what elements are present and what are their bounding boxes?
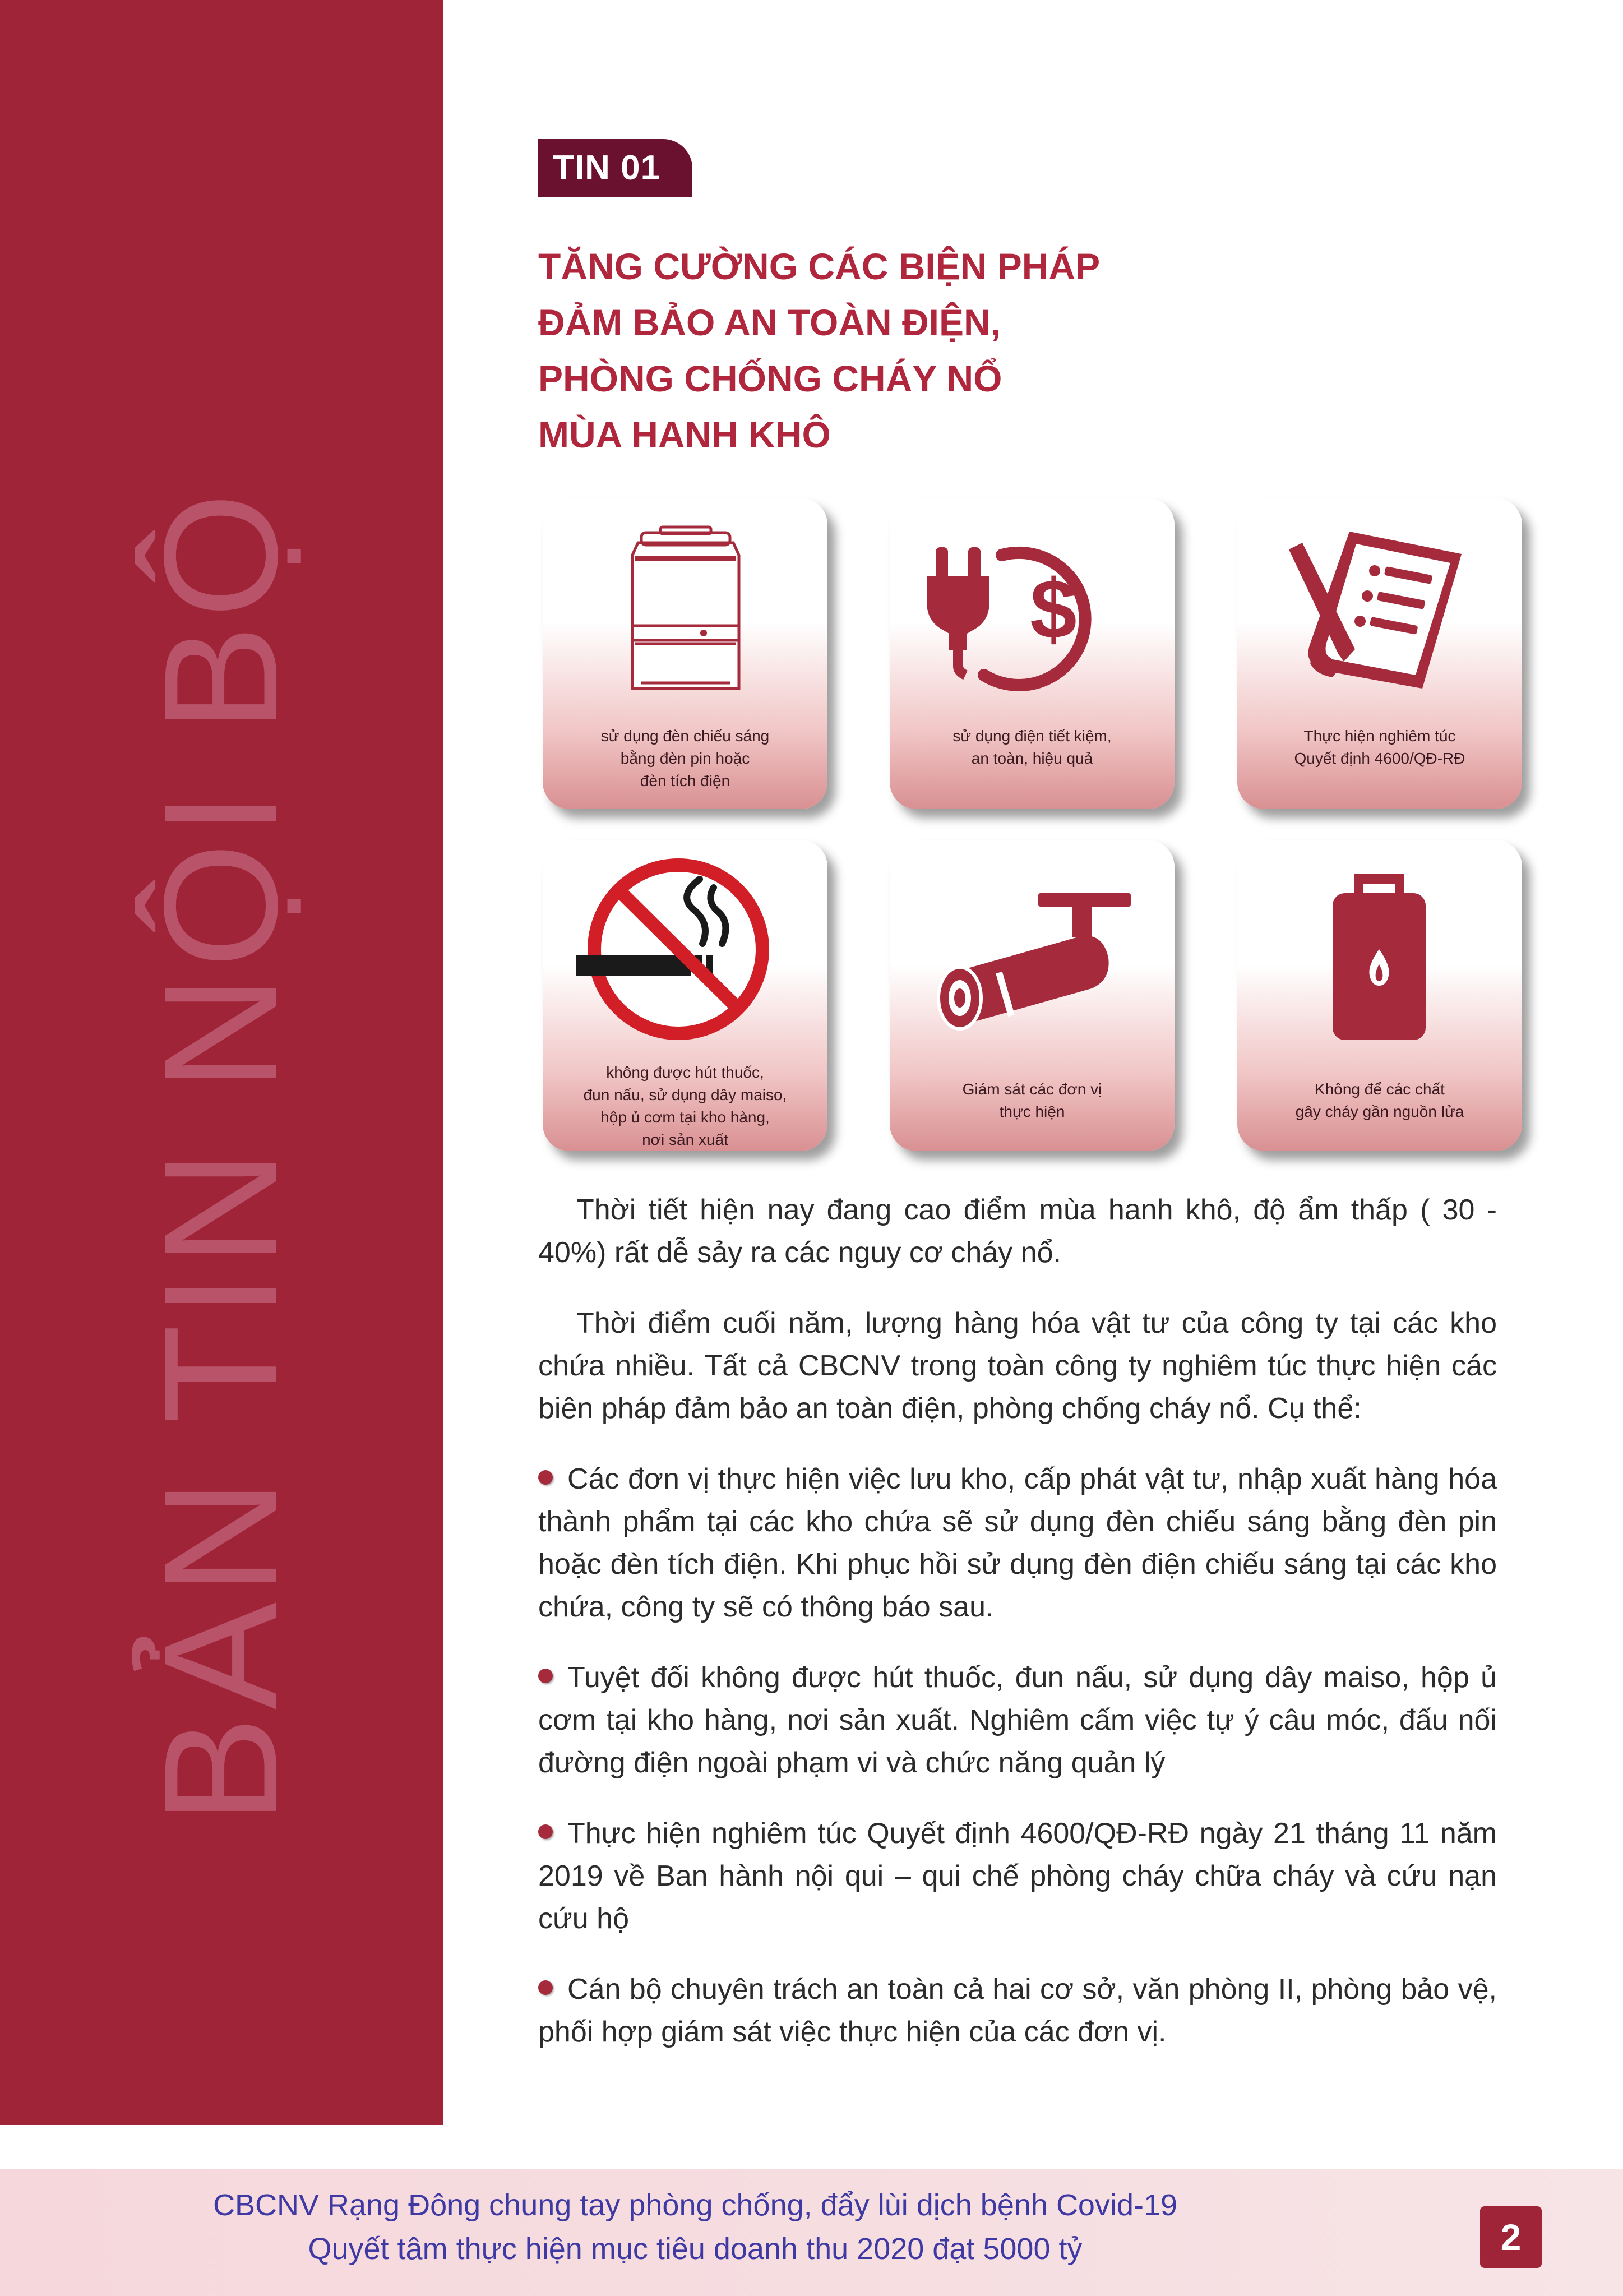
caption-line: nơi sản xuất	[642, 1131, 728, 1148]
footer-slogan-2: Quyết tâm thực hiện mục tiêu doanh thu 2020 đạt 5000 tỷ	[308, 2232, 1083, 2266]
caption-line: đun nấu, sử dụng dây maiso,	[583, 1086, 787, 1103]
article-body	[538, 1189, 1497, 2081]
icon-card-flammables	[1237, 840, 1522, 1151]
icon-caption	[901, 725, 1163, 770]
svg-text:$: $	[1030, 562, 1077, 656]
bullet-text: Tuyệt đối không được hút thuốc, đun nấu, sử dụng dây maiso, hộp ủ cơm tại kho hàng, nơi sản xuất. Nghiêm cấm việc tự ý câu móc, đấu nối đường điện ngoài phạm vi và chức năng quản lý	[538, 1661, 1497, 1779]
page-number: 2	[1480, 2206, 1542, 2268]
bullet-item	[538, 1812, 1497, 1940]
icon-caption	[554, 725, 816, 792]
bullet-dot-icon	[538, 1470, 553, 1485]
bullet-text: Cán bộ chuyên trách an toàn cả hai cơ sở, văn phòng II, phòng bảo vệ, phối hợp giám sát việc thực hiện của các đơn vị.	[538, 1973, 1497, 2048]
caption-line: hộp ủ cơm tại kho hàng,	[600, 1108, 770, 1126]
footer-slogan-1: CBCNV Rạng Đông chung tay phòng chống, đẩy lùi dịch bệnh Covid-19	[212, 2188, 1178, 2222]
body-paragraph: Thời điểm cuối năm, lượng hàng hóa vật tư của công ty tại các kho chứa nhiều. Tất cả CBCNV trong toàn công ty nghiêm túc thực hiện các biên pháp đảm bảo an toàn điện, phòng chống cháy nổ. Cụ thể:	[538, 1307, 1497, 1425]
icon-caption	[554, 1061, 816, 1151]
gas-cylinder-icon	[1237, 846, 1522, 1053]
icon-grid	[543, 498, 1524, 1159]
icon-card-lamp	[543, 498, 827, 809]
article-tag: TIN 01	[538, 139, 692, 197]
bullet-item	[538, 1968, 1497, 2053]
icon-card-no-smoking	[543, 840, 827, 1151]
caption-line: Không để các chất	[1315, 1080, 1445, 1098]
icon-card-save-power	[890, 498, 1175, 809]
icon-caption	[1249, 1078, 1511, 1123]
plug-dollar-icon	[890, 503, 1175, 711]
caption-line: sử dụng điện tiết kiệm,	[952, 727, 1112, 745]
sidebar	[0, 0, 443, 2125]
caption-line: Thực hiện nghiêm túc	[1303, 727, 1456, 745]
icon-card-decision	[1237, 498, 1522, 809]
bullet-text: Thực hiện nghiêm túc Quyết định 4600/QĐ-RĐ ngày 21 tháng 11 năm 2019 về Ban hành nội qui – qui chế phòng cháy chữa cháy và cứu nạn cứu hộ	[538, 1817, 1497, 1935]
icon-caption	[901, 1078, 1163, 1123]
bullet-dot-icon	[538, 1824, 553, 1839]
bullet-dot-icon	[538, 1980, 553, 1995]
caption-line: Quyết định 4600/QĐ-RĐ	[1294, 750, 1465, 767]
bullet-dot-icon	[538, 1669, 553, 1683]
headline-line: PHÒNG CHỐNG CHÁY NỔ	[538, 358, 1002, 399]
icon-card-monitoring	[890, 840, 1175, 1151]
caption-line: thực hiện	[999, 1103, 1065, 1120]
icon-caption	[1249, 725, 1511, 770]
bullet-text: Các đơn vị thực hiện việc lưu kho, cấp phát vật tư, nhập xuất hàng hóa thành phẩm tại các kho chứa sẽ sử dụng đèn chiếu sáng bằng đèn pin hoặc đèn tích điện. Khi phục hồi sử dụng đèn điện chiếu sáng tại các kho chứa, công ty sẽ có thông báo sau.	[538, 1463, 1497, 1623]
article-headline	[538, 238, 1211, 463]
headline-line: TĂNG CƯỜNG CÁC BIỆN PHÁP	[538, 246, 1101, 287]
caption-line: gây cháy gần nguồn lửa	[1295, 1103, 1464, 1120]
caption-line: bằng đèn pin hoặc	[620, 750, 750, 767]
caption-line: không được hút thuốc,	[606, 1064, 764, 1081]
caption-line: đèn tích điện	[640, 772, 730, 789]
headline-line: ĐẢM BẢO AN TOÀN ĐIỆN,	[538, 302, 1001, 343]
security-camera-icon	[890, 846, 1175, 1053]
no-smoking-icon	[543, 846, 827, 1053]
caption-line: Giám sát các đơn vị	[962, 1080, 1102, 1098]
caption-line: sử dụng đèn chiếu sáng	[600, 727, 770, 745]
bullet-item	[538, 1458, 1497, 1628]
caption-line: an toàn, hiệu quả	[971, 750, 1093, 767]
checklist-document-icon	[1237, 503, 1522, 711]
body-paragraph: Thời tiết hiện nay đang cao điểm mùa hanh khô, độ ẩm thấp ( 30 - 40%) rất dễ sảy ra các nguy cơ cháy nổ.	[538, 1194, 1497, 1269]
headline-line: MÙA HANH KHÔ	[538, 414, 831, 455]
page-footer	[0, 2169, 1623, 2296]
sidebar-title: BẢN TIN NỘI BỘ	[131, 486, 311, 1824]
rechargeable-lamp-icon	[543, 503, 827, 711]
bullet-item	[538, 1656, 1497, 1784]
